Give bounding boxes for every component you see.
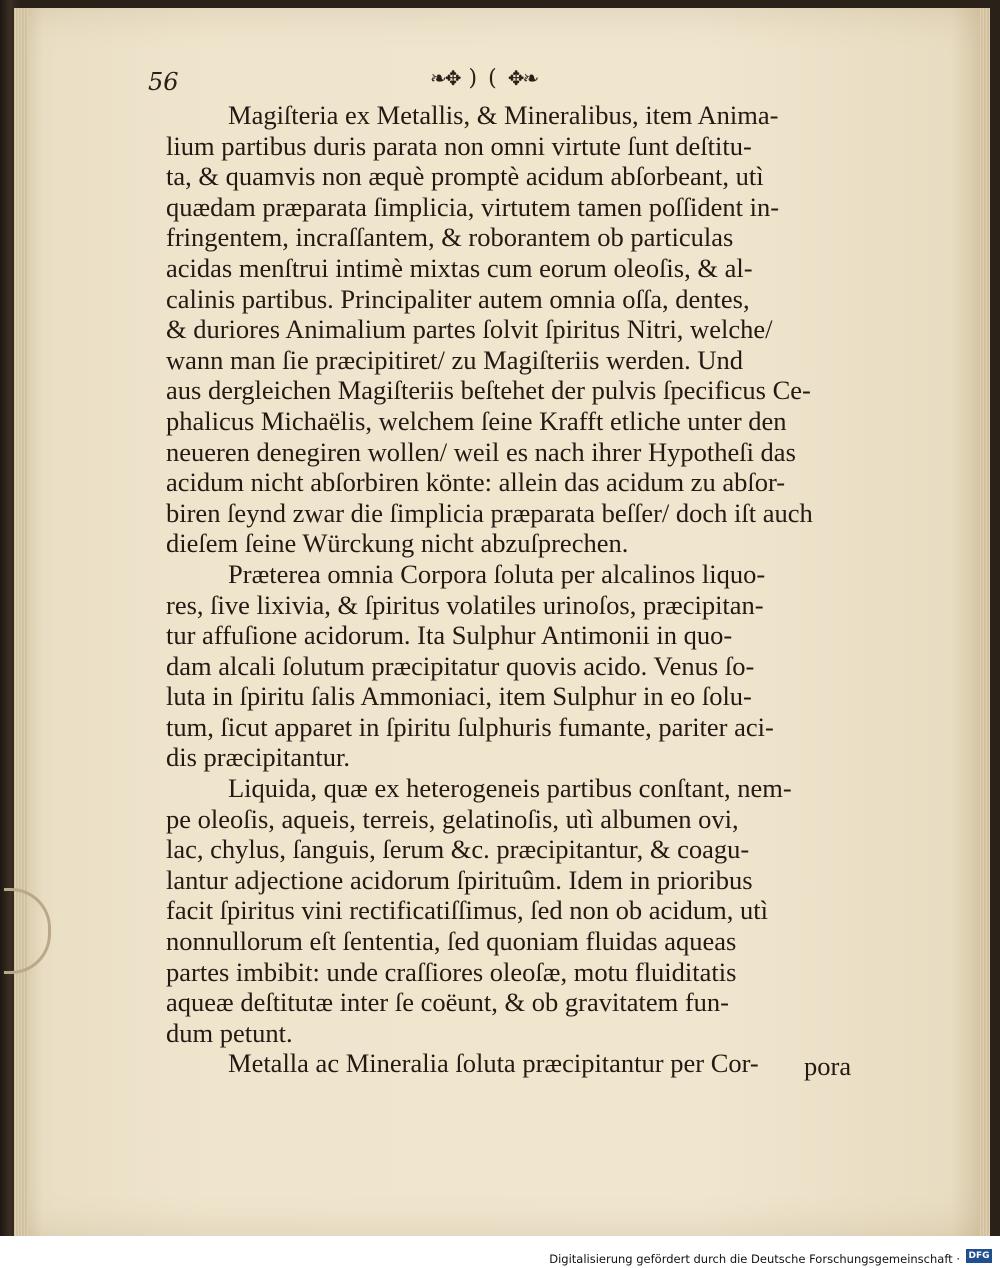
text-line: phalicus Michaëlis, welchem ſeine Krafft etliche unter den bbox=[166, 405, 787, 436]
page-edge-left bbox=[14, 8, 28, 1236]
page-number: 56 bbox=[148, 68, 179, 96]
dfg-logo: DFG bbox=[966, 1249, 992, 1263]
text-line: biren ſeynd zwar die ſimplicia præparata beſſer/ doch iſt auch bbox=[166, 497, 813, 528]
ornament-left-icon: ❧✥ bbox=[430, 66, 460, 90]
text-line: aqueæ deſtitutæ inter ſe coëunt, & ob gravitatem fun- bbox=[166, 987, 729, 1018]
text-line: tum, ſicut apparet in ſpiritu ſulphuris fumante, pariter aci- bbox=[166, 711, 774, 742]
text-line: lantur adjectione acidorum ſpirituûm. Idem in prioribus bbox=[166, 864, 753, 895]
text-line: partes imbibit: unde craſſiores oleoſæ, motu fluiditatis bbox=[166, 956, 737, 987]
footer-credit: Digitalisierung gefördert durch die Deutsche Forschungsgemeinschaft · bbox=[549, 1252, 960, 1266]
paragraph-1 bbox=[166, 100, 878, 559]
text-line: & duriores Animalium partes ſolvit ſpiritus Nitri, welche/ bbox=[166, 314, 773, 345]
body-text bbox=[166, 100, 878, 1079]
text-line: luta in ſpiritu ſalis Ammoniaci, item Sulphur in eo ſolu- bbox=[166, 681, 752, 712]
text-line: Liquida, quæ ex heterogeneis partibus conſtant, nem- bbox=[228, 773, 792, 804]
text-line: facit ſpiritus vini rectificatiſſimus, ſed non ob acidum, utì bbox=[166, 895, 769, 926]
ornament-right-icon: ✥❧ bbox=[507, 66, 538, 90]
text-line: res, ſive lixivia, & ſpiritus volatiles urinoſos, præcipitan- bbox=[166, 589, 764, 620]
text-line: Magiſteria ex Metallis, & Mineralibus, item Anima- bbox=[228, 100, 779, 130]
text-line: dieſem ſeine Würckung nicht abzuſprechen. bbox=[166, 528, 629, 559]
text-line: Præterea omnia Corpora ſoluta per alcalinos liquo- bbox=[228, 558, 766, 589]
text-line: quædam præparata ſimplicia, virtutem tamen poſſident in- bbox=[166, 191, 780, 222]
text-line: Metalla ac Mineralia ſoluta præcipitantur per Cor- bbox=[228, 1048, 759, 1079]
running-head bbox=[430, 66, 537, 91]
text-line: dum petunt. bbox=[166, 1017, 293, 1048]
page-edge-right bbox=[980, 8, 990, 1236]
text-line: wann man ſie præcipitiret/ zu Magiſteriis werden. Und bbox=[166, 344, 743, 375]
text-line: ta, & quamvis non æquè promptè acidum abſorbeant, utì bbox=[166, 161, 764, 192]
text-line: calinis partibus. Principaliter autem omnia oſſa, dentes, bbox=[166, 283, 750, 314]
binding-thread bbox=[4, 888, 51, 974]
paragraph-2 bbox=[166, 559, 878, 773]
text-line: dis præcipitantur. bbox=[166, 742, 351, 773]
running-head-text: ) ( bbox=[468, 66, 499, 91]
text-line: tur affuſione acidorum. Ita Sulphur Antimonii in quo- bbox=[166, 620, 733, 651]
catchword: pora bbox=[804, 1051, 852, 1081]
text-line: nonnullorum eſt ſententia, ſed quoniam fluidas aqueas bbox=[166, 926, 737, 957]
text-line: lac, chylus, ſanguis, ſerum &c. præcipitantur, & coagu- bbox=[166, 834, 750, 865]
paragraph-4 bbox=[166, 1048, 878, 1079]
text-line: pe oleoſis, aqueis, terreis, gelatinoſis, utì albumen ovi, bbox=[166, 803, 739, 834]
text-line: lium partibus duris parata non omni virtute ſunt deſtitu- bbox=[166, 130, 752, 161]
text-line: neueren denegiren wollen/ weil es nach ihrer Hypotheſi das bbox=[166, 436, 796, 467]
text-line: acidas menſtrui intimè mixtas cum eorum oleoſis, & al- bbox=[166, 252, 753, 283]
text-line: aus dergleichen Magiſteriis beſtehet der pulvis ſpecificus Ce- bbox=[166, 375, 811, 406]
text-line: fringentem, incraſſantem, & roborantem ob particulas bbox=[166, 222, 734, 253]
text-line: acidum nicht abſorbiren könte: allein das acidum zu abſor- bbox=[166, 467, 786, 498]
paragraph-3 bbox=[166, 773, 878, 1048]
text-line: dam alcali ſolutum præcipitatur quovis acido. Venus ſo- bbox=[166, 650, 755, 681]
